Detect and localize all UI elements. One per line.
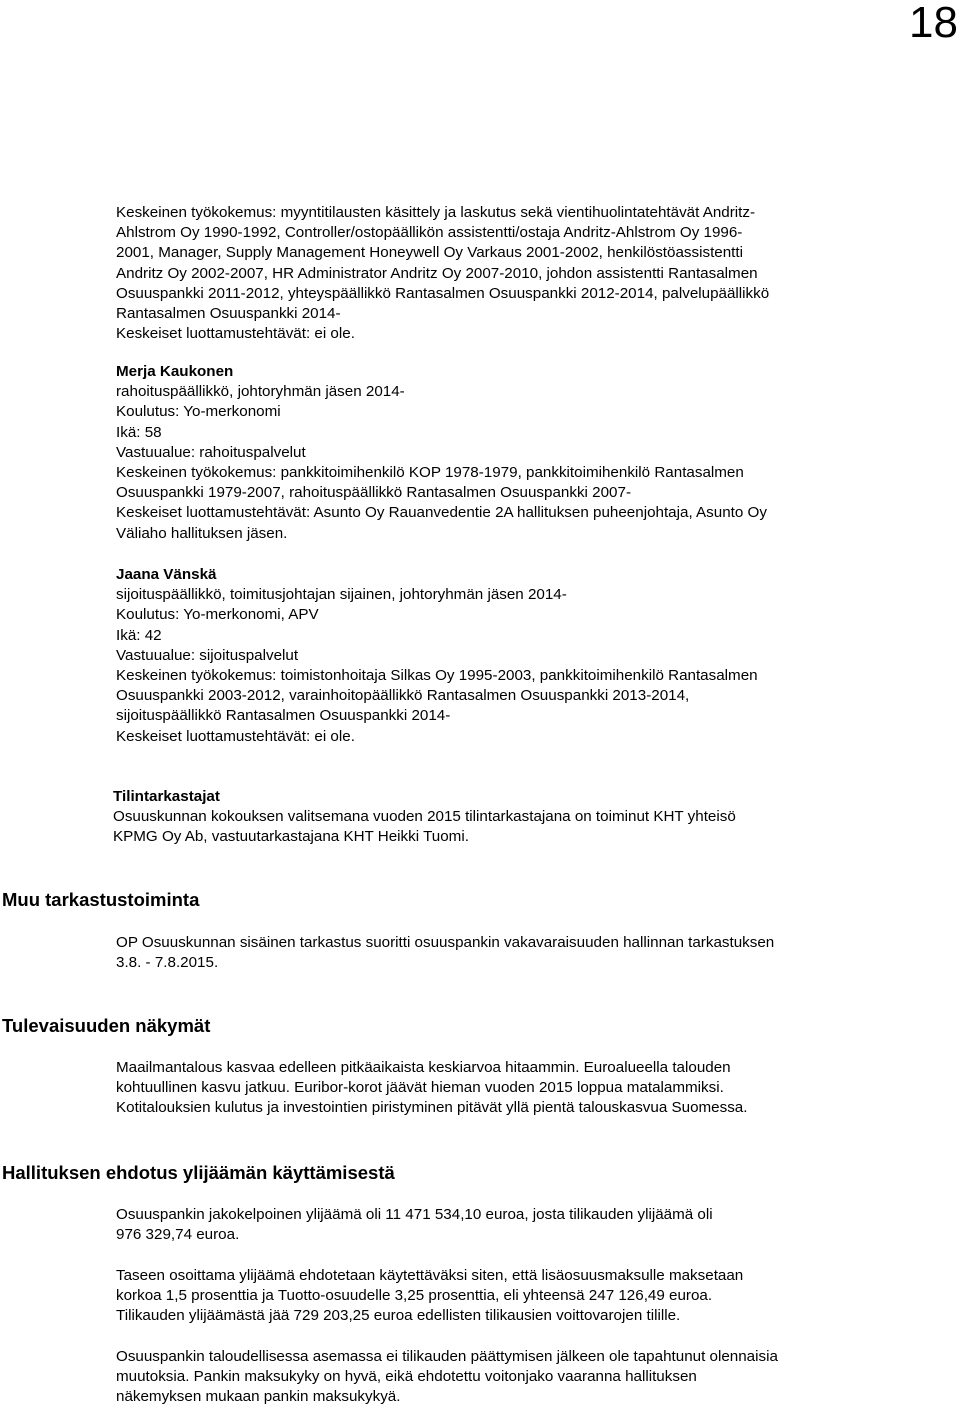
person-1-experience — [116, 203, 769, 344]
person-2-profile — [116, 362, 767, 544]
text-line: näkemyksen mukaan pankin maksukykyä. — [116, 1388, 401, 1406]
text-line: Vastuualue: rahoituspalvelut — [116, 443, 306, 461]
text-line: Väliaho hallituksen jäsen. — [116, 524, 288, 542]
text-line: Osuuspankki 1979-2007, rahoituspäällikkö Rantasalmen Osuuspankki 2007- — [116, 484, 631, 502]
text-line: Osuuskunnan kokouksen valitsemana vuoden 2015 tilintarkastajana on toiminut KHT yhteisö — [113, 808, 736, 826]
surplus-paragraph-1 — [116, 1205, 713, 1245]
text-line: Ahlstrom Oy 1990-1992, Controller/ostopäällikön assistentti/ostaja Andritz-Ahlstrom Oy 1996- — [116, 224, 743, 242]
section-heading-other-audit: Muu tarkastustoiminta — [2, 889, 200, 910]
section-subtitle: Tilintarkastajat — [113, 788, 220, 805]
other-audit-text — [116, 933, 774, 973]
text-line: 976 329,74 euroa. — [116, 1226, 240, 1244]
text-line: OP Osuuskunnan sisäinen tarkastus suoritti osuuspankin vakavaraisuuden hallinnan tarkastuksen — [116, 934, 775, 951]
text-line: Osuuspankin taloudellisessa asemassa ei tilikauden päättymisen jälkeen ole tapahtunut olennaisia — [116, 1348, 778, 1365]
text-line: sijoituspäällikkö, toimitusjohtajan sijainen, johtoryhmän jäsen 2014- — [116, 586, 567, 604]
text-line: Keskeinen työkokemus: toimistonhoitaja Silkas Oy 1995-2003, pankkitoimihenkilö Rantasalmen — [116, 666, 758, 684]
text-line: Osuuspankki 2003-2012, varainhoitopäällikkö Rantasalmen Osuuspankki 2013-2014, — [116, 687, 690, 705]
text-line: 3.8. - 7.8.2015. — [116, 954, 219, 972]
text-line: sijoituspäällikkö Rantasalmen Osuuspankki 2014- — [116, 707, 451, 725]
text-line: Ikä: 58 — [116, 423, 162, 441]
text-line: Osuuspankin jakokelpoinen ylijäämä oli 11 471 534,10 euroa, josta tilikauden ylijäämä oli — [116, 1206, 713, 1223]
outlook-text — [116, 1058, 747, 1119]
text-line: Vastuualue: sijoituspalvelut — [116, 646, 299, 664]
section-heading-surplus: Hallituksen ehdotus ylijäämän käyttämisestä — [2, 1162, 395, 1183]
text-line: Koulutus: Yo-merkonomi — [116, 403, 281, 421]
surplus-paragraph-3 — [116, 1347, 778, 1408]
auditors-section — [113, 787, 736, 848]
text-line: Taseen osoittama ylijäämä ehdotetaan käytettäväksi siten, että lisäosuusmaksulle maksetaan — [116, 1267, 744, 1284]
text-line: Keskeiset luottamustehtävät: Asunto Oy Rauanvedentie 2A hallituksen puheenjohtaja, Asunto Oy — [116, 504, 767, 522]
text-line: KPMG Oy Ab, vastuutarkastajana KHT Heikki Tuomi. — [113, 828, 469, 846]
text-line: 2001, Manager, Supply Management Honeywell Oy Varkaus 2001-2002, henkilöstöassistentti — [116, 244, 743, 262]
text-line: Andritz Oy 2002-2007, HR Administrator Andritz Oy 2007-2010, johdon assistentti Rantasalmen — [116, 264, 758, 282]
text-line: Ikä: 42 — [116, 626, 162, 644]
section-heading-outlook: Tulevaisuuden näkymät — [2, 1015, 211, 1036]
text-line: Osuuspankki 2011-2012, yhteyspäällikkö Rantasalmen Osuuspankki 2012-2014, palvelupäällikkö — [116, 284, 770, 302]
person-name: Merja Kaukonen — [116, 363, 234, 380]
page-number: 18 — [909, 0, 958, 47]
text-line: kohtuullinen kasvu jatkuu. Euribor-korot jäävät hieman vuoden 2015 loppua matalammiksi. — [116, 1079, 724, 1097]
surplus-paragraph-2 — [116, 1266, 743, 1327]
text-line: rahoituspäällikkö, johtoryhmän jäsen 2014- — [116, 383, 405, 401]
person-3-profile — [116, 565, 758, 747]
person-name: Jaana Vänskä — [116, 566, 217, 583]
text-line: Koulutus: Yo-merkonomi, APV — [116, 606, 319, 624]
text-line: Keskeinen työkokemus: myyntitilausten käsittely ja laskutus sekä vientihuolintatehtävät Andritz- — [116, 204, 756, 221]
text-line: Rantasalmen Osuuspankki 2014- — [116, 304, 341, 322]
text-line: muutoksia. Pankin maksukyky on hyvä, eikä ehdotettu voitonjako vaaranna hallituksen — [116, 1368, 697, 1386]
text-line: korkoa 1,5 prosenttia ja Tuotto-osuudelle 3,25 prosenttia, eli yhteensä 247 126,49 euroa. — [116, 1287, 713, 1305]
text-line: Keskeiset luottamustehtävät: ei ole. — [116, 325, 355, 343]
text-line: Maailmantalous kasvaa edelleen pitkäaikaista keskiarvoa hitaammin. Euroalueella talouden — [116, 1059, 731, 1076]
text-line: Keskeinen työkokemus: pankkitoimihenkilö KOP 1978-1979, pankkitoimihenkilö Rantasalmen — [116, 463, 744, 481]
text-line: Keskeiset luottamustehtävät: ei ole. — [116, 727, 355, 745]
text-line: Tilikauden ylijäämästä jää 729 203,25 euroa edellisten tilikausien voittovarojen tilille. — [116, 1307, 681, 1325]
text-line: Kotitalouksien kulutus ja investointien piristyminen pitävät yllä pientä talouskasvua Suomessa. — [116, 1099, 748, 1117]
